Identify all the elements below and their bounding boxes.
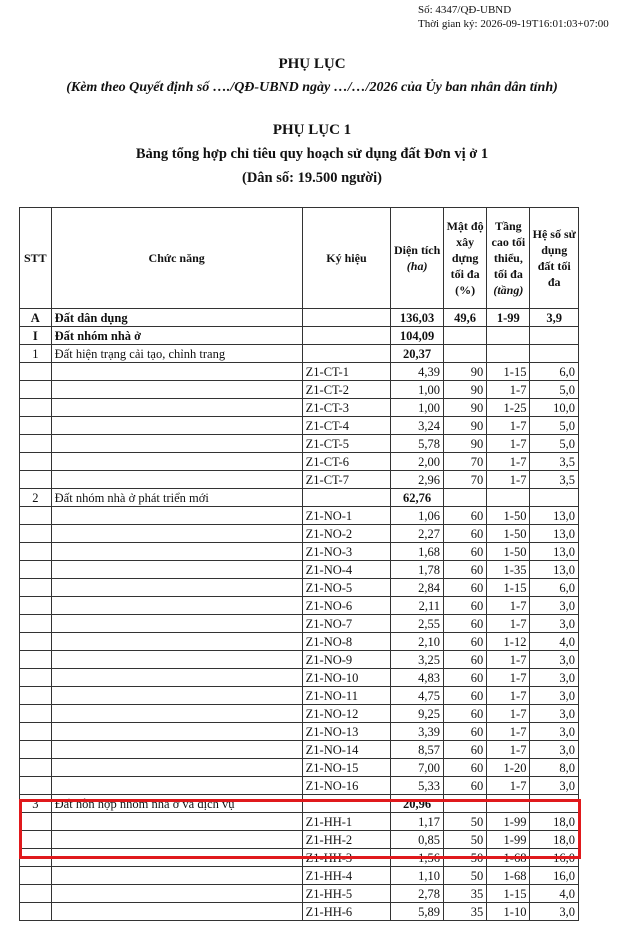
table-row — [20, 651, 579, 669]
signature-stamp — [418, 3, 609, 31]
cell-mat-do: 90 — [443, 363, 486, 381]
cell-chuc-nang — [51, 417, 302, 435]
cell-he-so — [530, 345, 579, 363]
cell-mat-do: 60 — [443, 669, 486, 687]
table-row — [20, 795, 579, 813]
table-row — [20, 885, 579, 903]
cell-chuc-nang — [51, 849, 302, 867]
cell-stt — [20, 903, 52, 921]
cell-tang-cao: 1-15 — [487, 363, 530, 381]
cell-chuc-nang: Đất hiện trạng cải tạo, chỉnh trang — [51, 345, 302, 363]
cell-tang-cao: 1-50 — [487, 507, 530, 525]
cell-mat-do: 60 — [443, 705, 486, 723]
cell-stt — [20, 687, 52, 705]
cell-ky-hieu: Z1-NO-12 — [302, 705, 391, 723]
cell-mat-do: 90 — [443, 417, 486, 435]
cell-stt — [20, 381, 52, 399]
appendix-1-title: PHỤ LỤC 1 — [272, 122, 352, 138]
cell-mat-do: 70 — [443, 471, 486, 489]
cell-tang-cao: 1-7 — [487, 381, 530, 399]
cell-he-so: 4,0 — [530, 885, 579, 903]
cell-he-so: 13,0 — [530, 525, 579, 543]
cell-ky-hieu: Z1-NO-13 — [302, 723, 391, 741]
cell-tang-cao: 1-7 — [487, 435, 530, 453]
cell-mat-do: 60 — [443, 543, 486, 561]
cell-mat-do: 70 — [443, 453, 486, 471]
cell-he-so: 3,0 — [530, 687, 579, 705]
header-mat-do-label: Mật độ xây dựng tối đa — [446, 219, 484, 281]
header-mat-do — [443, 208, 486, 309]
cell-ky-hieu — [302, 345, 391, 363]
cell-stt — [20, 615, 52, 633]
cell-stt: 3 — [20, 795, 52, 813]
cell-he-so: 3,9 — [530, 309, 579, 327]
cell-mat-do: 60 — [443, 777, 486, 795]
header-tang-cao-label: Tầng cao tối thiểu, tối đa — [491, 219, 526, 281]
cell-mat-do: 60 — [443, 507, 486, 525]
cell-tang-cao: 1-15 — [487, 579, 530, 597]
table-row — [20, 723, 579, 741]
cell-stt — [20, 543, 52, 561]
cell-he-so — [530, 489, 579, 507]
cell-stt — [20, 831, 52, 849]
cell-chuc-nang — [51, 615, 302, 633]
header-ky-hieu: Ký hiệu — [302, 208, 391, 309]
cell-he-so: 13,0 — [530, 507, 579, 525]
cell-stt — [20, 669, 52, 687]
cell-mat-do: 60 — [443, 615, 486, 633]
cell-ky-hieu: Z1-CT-2 — [302, 381, 391, 399]
cell-ky-hieu: Z1-CT-3 — [302, 399, 391, 417]
cell-dien-tich: 1,00 — [391, 399, 444, 417]
cell-chuc-nang — [51, 903, 302, 921]
cell-stt — [20, 453, 52, 471]
cell-he-so: 3,0 — [530, 723, 579, 741]
cell-tang-cao: 1-7 — [487, 453, 530, 471]
cell-ky-hieu: Z1-HH-3 — [302, 849, 391, 867]
cell-chuc-nang — [51, 381, 302, 399]
cell-dien-tich: 3,39 — [391, 723, 444, 741]
cell-dien-tich: 4,83 — [391, 669, 444, 687]
cell-tang-cao — [487, 327, 530, 345]
table-row — [20, 777, 579, 795]
cell-he-so: 3,0 — [530, 741, 579, 759]
header-chuc-nang: Chức năng — [51, 208, 302, 309]
cell-tang-cao: 1-10 — [487, 903, 530, 921]
table-row — [20, 327, 579, 345]
cell-chuc-nang — [51, 633, 302, 651]
table-row — [20, 417, 579, 435]
cell-mat-do: 60 — [443, 651, 486, 669]
cell-mat-do: 49,6 — [443, 309, 486, 327]
cell-tang-cao: 1-68 — [487, 849, 530, 867]
cell-stt: 2 — [20, 489, 52, 507]
cell-chuc-nang — [51, 651, 302, 669]
header-stt: STT — [20, 208, 52, 309]
cell-dien-tich: 20,37 — [391, 345, 444, 363]
cell-dien-tich: 136,03 — [391, 309, 444, 327]
table-row — [20, 813, 579, 831]
cell-dien-tich: 7,00 — [391, 759, 444, 777]
cell-chuc-nang — [51, 525, 302, 543]
table-row — [20, 669, 579, 687]
cell-mat-do: 60 — [443, 633, 486, 651]
cell-he-so: 13,0 — [530, 543, 579, 561]
cell-stt — [20, 399, 52, 417]
cell-chuc-nang — [51, 435, 302, 453]
cell-stt — [20, 777, 52, 795]
table-row — [20, 849, 579, 867]
header-dien-tich-unit: (ha) — [406, 259, 428, 273]
cell-chuc-nang — [51, 669, 302, 687]
cell-tang-cao — [487, 795, 530, 813]
cell-ky-hieu: Z1-CT-7 — [302, 471, 391, 489]
cell-he-so — [530, 327, 579, 345]
cell-dien-tich: 1,56 — [391, 849, 444, 867]
cell-tang-cao — [487, 345, 530, 363]
appendix-title: PHỤ LỤC — [278, 56, 346, 72]
cell-chuc-nang — [51, 813, 302, 831]
cell-chuc-nang — [51, 561, 302, 579]
table-row — [20, 687, 579, 705]
table-row — [20, 453, 579, 471]
table-title: Bảng tổng hợp chỉ tiêu quy hoạch sử dụng đất Đơn vị ở 1 — [135, 146, 489, 162]
cell-dien-tich: 1,10 — [391, 867, 444, 885]
cell-tang-cao: 1-7 — [487, 615, 530, 633]
table-row — [20, 507, 579, 525]
cell-ky-hieu: Z1-NO-1 — [302, 507, 391, 525]
cell-chuc-nang: Đất dân dụng — [51, 309, 302, 327]
cell-tang-cao — [487, 489, 530, 507]
cell-ky-hieu: Z1-HH-1 — [302, 813, 391, 831]
cell-ky-hieu: Z1-HH-6 — [302, 903, 391, 921]
cell-tang-cao: 1-7 — [487, 723, 530, 741]
cell-stt — [20, 579, 52, 597]
cell-chuc-nang — [51, 831, 302, 849]
cell-dien-tich: 2,11 — [391, 597, 444, 615]
cell-he-so: 18,0 — [530, 831, 579, 849]
table-row — [20, 741, 579, 759]
cell-he-so: 3,0 — [530, 903, 579, 921]
document-number: Số: 4347/QĐ-UBND — [418, 4, 512, 16]
cell-he-so: 3,0 — [530, 651, 579, 669]
cell-mat-do: 50 — [443, 867, 486, 885]
cell-he-so: 3,0 — [530, 615, 579, 633]
cell-ky-hieu: Z1-CT-1 — [302, 363, 391, 381]
cell-tang-cao: 1-25 — [487, 399, 530, 417]
cell-chuc-nang — [51, 579, 302, 597]
cell-stt — [20, 633, 52, 651]
cell-chuc-nang — [51, 777, 302, 795]
cell-chuc-nang — [51, 597, 302, 615]
appendix-subtitle: (Kèm theo Quyết định số …./QĐ-UBND ngày …/…/2026 của Ủy ban nhân dân tỉnh) — [66, 80, 558, 95]
header-dien-tich-label: Diện tích — [393, 243, 441, 257]
cell-dien-tich: 9,25 — [391, 705, 444, 723]
cell-tang-cao: 1-7 — [487, 741, 530, 759]
cell-chuc-nang — [51, 471, 302, 489]
cell-mat-do: 60 — [443, 723, 486, 741]
cell-tang-cao: 1-7 — [487, 651, 530, 669]
cell-he-so: 3,5 — [530, 471, 579, 489]
cell-dien-tich: 2,96 — [391, 471, 444, 489]
cell-chuc-nang — [51, 867, 302, 885]
table-row — [20, 903, 579, 921]
cell-stt: I — [20, 327, 52, 345]
cell-mat-do: 90 — [443, 399, 486, 417]
table-row — [20, 705, 579, 723]
cell-ky-hieu: Z1-NO-4 — [302, 561, 391, 579]
cell-he-so: 3,0 — [530, 597, 579, 615]
cell-tang-cao: 1-99 — [487, 813, 530, 831]
table-row — [20, 633, 579, 651]
cell-dien-tich: 2,55 — [391, 615, 444, 633]
cell-mat-do: 60 — [443, 597, 486, 615]
cell-chuc-nang — [51, 759, 302, 777]
cell-tang-cao: 1-99 — [487, 309, 530, 327]
cell-stt — [20, 867, 52, 885]
cell-he-so: 8,0 — [530, 759, 579, 777]
cell-ky-hieu: Z1-NO-2 — [302, 525, 391, 543]
header-tang-cao-unit: (tầng) — [493, 283, 524, 297]
cell-chuc-nang — [51, 687, 302, 705]
cell-he-so: 3,0 — [530, 705, 579, 723]
cell-he-so: 5,0 — [530, 381, 579, 399]
cell-ky-hieu: Z1-NO-10 — [302, 669, 391, 687]
table-row — [20, 831, 579, 849]
cell-ky-hieu: Z1-NO-16 — [302, 777, 391, 795]
table-row — [20, 579, 579, 597]
cell-ky-hieu — [302, 327, 391, 345]
cell-ky-hieu: Z1-NO-8 — [302, 633, 391, 651]
cell-chuc-nang — [51, 705, 302, 723]
cell-chuc-nang — [51, 885, 302, 903]
cell-tang-cao: 1-7 — [487, 471, 530, 489]
cell-ky-hieu: Z1-NO-15 — [302, 759, 391, 777]
cell-stt — [20, 705, 52, 723]
cell-dien-tich: 2,78 — [391, 885, 444, 903]
cell-ky-hieu: Z1-NO-14 — [302, 741, 391, 759]
cell-tang-cao: 1-7 — [487, 417, 530, 435]
table-row — [20, 489, 579, 507]
cell-ky-hieu — [302, 489, 391, 507]
table-row — [20, 597, 579, 615]
cell-chuc-nang — [51, 741, 302, 759]
cell-tang-cao: 1-15 — [487, 885, 530, 903]
cell-dien-tich: 0,85 — [391, 831, 444, 849]
cell-chuc-nang — [51, 543, 302, 561]
table-header-row — [20, 208, 579, 309]
table-row — [20, 363, 579, 381]
table-row — [20, 309, 579, 327]
cell-mat-do: 90 — [443, 435, 486, 453]
cell-chuc-nang — [51, 453, 302, 471]
cell-mat-do: 60 — [443, 741, 486, 759]
cell-tang-cao: 1-50 — [487, 543, 530, 561]
cell-ky-hieu: Z1-NO-3 — [302, 543, 391, 561]
cell-dien-tich: 104,09 — [391, 327, 444, 345]
header-he-so: Hệ số sử dụng đất tối đa — [530, 208, 579, 309]
cell-chuc-nang — [51, 363, 302, 381]
header-dien-tich — [391, 208, 444, 309]
cell-dien-tich: 8,57 — [391, 741, 444, 759]
cell-ky-hieu: Z1-HH-2 — [302, 831, 391, 849]
cell-mat-do: 35 — [443, 903, 486, 921]
cell-he-so: 5,0 — [530, 435, 579, 453]
cell-tang-cao: 1-68 — [487, 867, 530, 885]
cell-ky-hieu — [302, 309, 391, 327]
cell-chuc-nang — [51, 723, 302, 741]
cell-ky-hieu: Z1-NO-11 — [302, 687, 391, 705]
cell-ky-hieu: Z1-CT-5 — [302, 435, 391, 453]
cell-mat-do — [443, 489, 486, 507]
cell-he-so: 13,0 — [530, 561, 579, 579]
cell-mat-do: 50 — [443, 813, 486, 831]
cell-mat-do: 60 — [443, 561, 486, 579]
cell-dien-tich: 1,68 — [391, 543, 444, 561]
cell-stt — [20, 525, 52, 543]
cell-dien-tich: 62,76 — [391, 489, 444, 507]
cell-ky-hieu: Z1-NO-7 — [302, 615, 391, 633]
cell-tang-cao: 1-7 — [487, 669, 530, 687]
table-row — [20, 345, 579, 363]
cell-chuc-nang: Đất hỗn hợp nhóm nhà ở và dịch vụ — [51, 795, 302, 813]
cell-tang-cao: 1-7 — [487, 705, 530, 723]
cell-chuc-nang: Đất nhóm nhà ở — [51, 327, 302, 345]
cell-he-so: 16,0 — [530, 849, 579, 867]
cell-stt — [20, 759, 52, 777]
cell-mat-do: 50 — [443, 849, 486, 867]
cell-tang-cao: 1-12 — [487, 633, 530, 651]
cell-chuc-nang: Đất nhóm nhà ở phát triển mới — [51, 489, 302, 507]
cell-dien-tich: 3,24 — [391, 417, 444, 435]
table-row — [20, 759, 579, 777]
table-row — [20, 525, 579, 543]
cell-mat-do: 90 — [443, 381, 486, 399]
cell-he-so: 4,0 — [530, 633, 579, 651]
cell-ky-hieu: Z1-CT-4 — [302, 417, 391, 435]
cell-mat-do: 60 — [443, 579, 486, 597]
cell-tang-cao: 1-20 — [487, 759, 530, 777]
cell-stt — [20, 435, 52, 453]
cell-mat-do — [443, 345, 486, 363]
cell-he-so: 10,0 — [530, 399, 579, 417]
cell-dien-tich: 20,96 — [391, 795, 444, 813]
table-row — [20, 399, 579, 417]
table-row — [20, 543, 579, 561]
cell-he-so: 3,0 — [530, 669, 579, 687]
cell-dien-tich: 5,78 — [391, 435, 444, 453]
cell-tang-cao: 1-7 — [487, 777, 530, 795]
cell-stt — [20, 561, 52, 579]
cell-ky-hieu: Z1-HH-4 — [302, 867, 391, 885]
population-note: (Dân số: 19.500 người) — [242, 170, 382, 186]
cell-stt — [20, 741, 52, 759]
cell-dien-tich: 3,25 — [391, 651, 444, 669]
table-row — [20, 561, 579, 579]
cell-mat-do: 35 — [443, 885, 486, 903]
cell-stt — [20, 651, 52, 669]
cell-dien-tich: 1,00 — [391, 381, 444, 399]
cell-dien-tich: 4,75 — [391, 687, 444, 705]
cell-stt — [20, 813, 52, 831]
cell-tang-cao: 1-7 — [487, 597, 530, 615]
cell-ky-hieu — [302, 795, 391, 813]
cell-he-so: 6,0 — [530, 363, 579, 381]
cell-stt — [20, 849, 52, 867]
cell-dien-tich: 1,06 — [391, 507, 444, 525]
cell-tang-cao: 1-7 — [487, 687, 530, 705]
cell-stt — [20, 507, 52, 525]
cell-ky-hieu: Z1-NO-5 — [302, 579, 391, 597]
cell-dien-tich: 2,10 — [391, 633, 444, 651]
table-row — [20, 867, 579, 885]
cell-tang-cao: 1-35 — [487, 561, 530, 579]
cell-stt: A — [20, 309, 52, 327]
cell-he-so: 5,0 — [530, 417, 579, 435]
table-row — [20, 615, 579, 633]
cell-he-so: 16,0 — [530, 867, 579, 885]
cell-chuc-nang — [51, 507, 302, 525]
cell-he-so: 18,0 — [530, 813, 579, 831]
cell-stt — [20, 723, 52, 741]
land-use-table — [19, 207, 579, 921]
cell-stt — [20, 471, 52, 489]
cell-mat-do: 60 — [443, 687, 486, 705]
cell-dien-tich: 5,89 — [391, 903, 444, 921]
cell-mat-do: 50 — [443, 831, 486, 849]
cell-mat-do: 60 — [443, 759, 486, 777]
signing-time: Thời gian ký: 2026-09-19T16:01:03+07:00 — [418, 18, 609, 30]
cell-dien-tich: 2,84 — [391, 579, 444, 597]
cell-he-so: 3,0 — [530, 777, 579, 795]
cell-chuc-nang — [51, 399, 302, 417]
cell-dien-tich: 1,78 — [391, 561, 444, 579]
cell-mat-do — [443, 327, 486, 345]
cell-dien-tich: 5,33 — [391, 777, 444, 795]
cell-he-so: 3,5 — [530, 453, 579, 471]
table-row — [20, 435, 579, 453]
cell-stt — [20, 417, 52, 435]
cell-ky-hieu: Z1-NO-9 — [302, 651, 391, 669]
cell-he-so — [530, 795, 579, 813]
cell-ky-hieu: Z1-HH-5 — [302, 885, 391, 903]
cell-ky-hieu: Z1-CT-6 — [302, 453, 391, 471]
cell-stt — [20, 363, 52, 381]
cell-mat-do — [443, 795, 486, 813]
cell-dien-tich: 1,17 — [391, 813, 444, 831]
table-row — [20, 381, 579, 399]
cell-dien-tich: 2,27 — [391, 525, 444, 543]
header-mat-do-unit: (%) — [455, 283, 476, 297]
table-row — [20, 471, 579, 489]
cell-dien-tich: 2,00 — [391, 453, 444, 471]
cell-tang-cao: 1-50 — [487, 525, 530, 543]
header-tang-cao — [487, 208, 530, 309]
cell-tang-cao: 1-99 — [487, 831, 530, 849]
cell-he-so: 6,0 — [530, 579, 579, 597]
cell-stt — [20, 885, 52, 903]
cell-ky-hieu: Z1-NO-6 — [302, 597, 391, 615]
cell-stt — [20, 597, 52, 615]
cell-dien-tich: 4,39 — [391, 363, 444, 381]
cell-stt: 1 — [20, 345, 52, 363]
cell-mat-do: 60 — [443, 525, 486, 543]
